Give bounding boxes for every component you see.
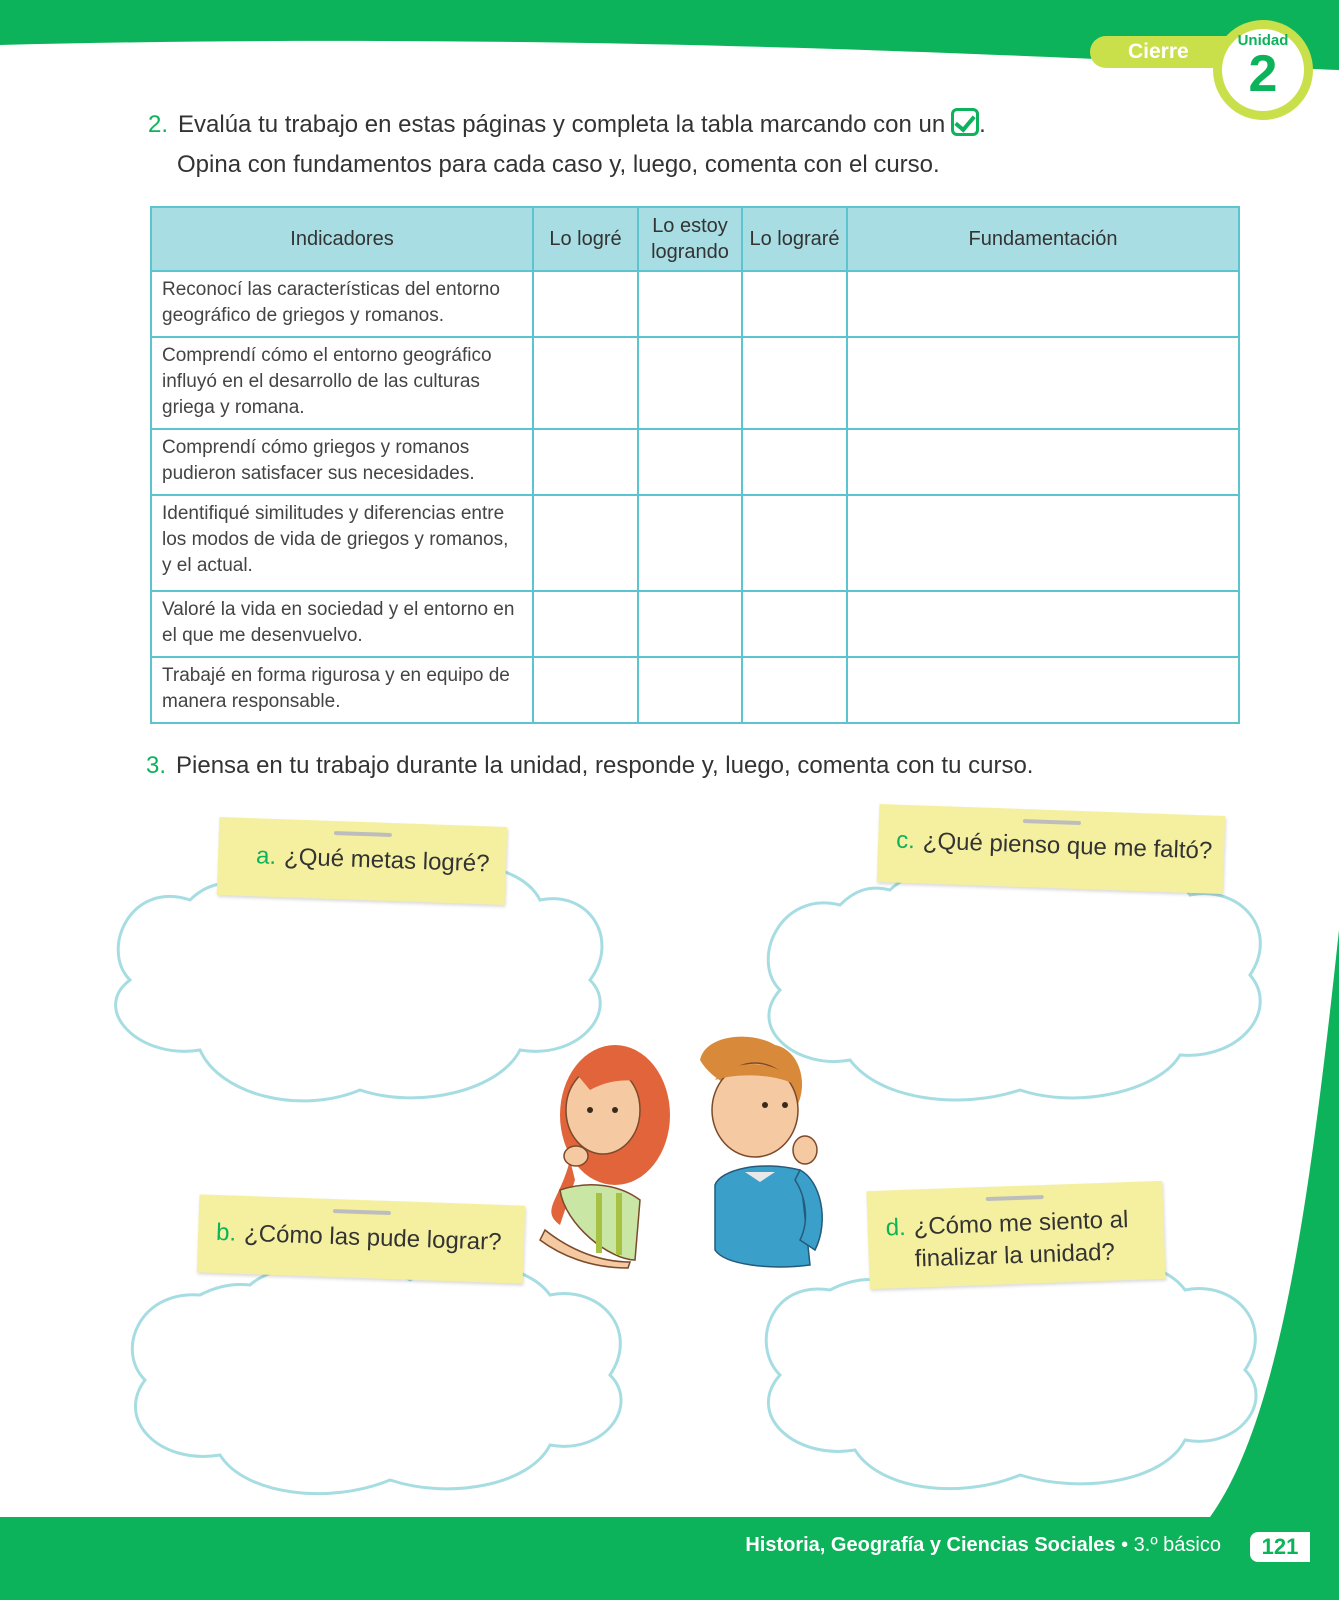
fundamentacion-cell[interactable] — [847, 495, 1239, 591]
cloud-d — [766, 1258, 1256, 1489]
check-cell-lo-estoy-logrando[interactable] — [638, 271, 742, 337]
question-2 — [148, 108, 986, 139]
note-d-text-line2: finalizar la unidad? — [914, 1238, 1116, 1273]
page-number: 121 — [1250, 1532, 1310, 1562]
header-indicadores: Indicadores — [151, 207, 533, 271]
tape-icon — [333, 1209, 391, 1215]
note-a — [217, 817, 508, 905]
question-3 — [146, 752, 1033, 780]
check-cell-lo-logre[interactable] — [533, 337, 638, 429]
fundamentacion-cell[interactable] — [847, 271, 1239, 337]
table-row — [151, 495, 1239, 591]
note-b — [197, 1194, 526, 1283]
indicator-cell: Comprendí cómo griegos y romanos pudieron satisfacer sus necesidades. — [151, 429, 533, 495]
note-b-letter: b. — [215, 1218, 237, 1247]
girl-illustration — [540, 1045, 670, 1268]
check-cell-lo-estoy-logrando[interactable] — [638, 495, 742, 591]
tape-icon — [1023, 819, 1081, 825]
note-a-text: ¿Qué metas logré? — [283, 843, 490, 878]
check-box-icon — [951, 108, 979, 136]
check-cell-lo-estoy-logrando[interactable] — [638, 591, 742, 657]
check-cell-lo-lograre[interactable] — [742, 429, 847, 495]
note-d-letter: d. — [885, 1213, 907, 1242]
check-cell-lo-lograre[interactable] — [742, 657, 847, 723]
indicator-cell: Identifiqué similitudes y diferencias entre los modos de vida de griegos y romanos, y el actual. — [151, 495, 533, 591]
evaluation-table — [150, 206, 1240, 724]
note-d-text-line1: ¿Cómo me siento al — [913, 1206, 1129, 1241]
table-header-row — [151, 207, 1239, 271]
table-row — [151, 591, 1239, 657]
check-cell-lo-estoy-logrando[interactable] — [638, 657, 742, 723]
tape-icon — [334, 831, 392, 837]
table-row — [151, 429, 1239, 495]
header-fundamentacion: Fundamentación — [847, 207, 1239, 271]
cloud-c — [768, 865, 1260, 1100]
check-cell-lo-logre[interactable] — [533, 271, 638, 337]
question-2-line2: Opina con fundamentos para cada caso y, luego, comenta con el curso. — [177, 151, 940, 178]
note-c-text: ¿Qué pienso que me faltó? — [922, 827, 1213, 865]
section-label: Cierre — [1128, 40, 1189, 63]
footer-band — [0, 1517, 1339, 1600]
header-lo-lograre: Lo lograré — [742, 207, 847, 271]
check-cell-lo-logre[interactable] — [533, 429, 638, 495]
fundamentacion-cell[interactable] — [847, 337, 1239, 429]
table-row — [151, 337, 1239, 429]
check-cell-lo-estoy-logrando[interactable] — [638, 337, 742, 429]
check-cell-lo-lograre[interactable] — [742, 337, 847, 429]
footer-text — [745, 1534, 1221, 1557]
cloud-b — [132, 1263, 621, 1494]
note-d — [866, 1181, 1165, 1289]
indicator-cell: Reconocí las características del entorno geográfico de griegos y romanos. — [151, 271, 533, 337]
note-b-text: ¿Cómo las pude lograr? — [243, 1219, 502, 1256]
table-row — [151, 657, 1239, 723]
check-cell-lo-lograre[interactable] — [742, 495, 847, 591]
question-3-text: Piensa en tu trabajo durante la unidad, responde y, luego, comenta con tu curso. — [176, 752, 1034, 779]
footer-grade: 3.º básico — [1133, 1534, 1221, 1556]
fundamentacion-cell[interactable] — [847, 591, 1239, 657]
question-2-line1-end: . — [979, 111, 986, 138]
check-cell-lo-estoy-logrando[interactable] — [638, 429, 742, 495]
check-cell-lo-lograre[interactable] — [742, 271, 847, 337]
table-row — [151, 271, 1239, 337]
unit-badge — [1213, 20, 1313, 120]
question-2-number: 2. — [148, 111, 169, 138]
footer-subject: Historia, Geografía y Ciencias Sociales — [745, 1534, 1116, 1556]
fundamentacion-cell[interactable] — [847, 657, 1239, 723]
note-a-letter: a. — [255, 842, 277, 870]
check-cell-lo-lograre[interactable] — [742, 591, 847, 657]
question-2-line1: Evalúa tu trabajo en estas páginas y completa la tabla marcando con un — [178, 111, 946, 138]
check-cell-lo-logre[interactable] — [533, 657, 638, 723]
note-c-letter: c. — [895, 826, 916, 855]
indicator-cell: Trabajé en forma rigurosa y en equipo de manera responsable. — [151, 657, 533, 723]
check-cell-lo-logre[interactable] — [533, 495, 638, 591]
header-lo-logre: Lo logré — [533, 207, 638, 271]
unit-word: Unidad — [1237, 32, 1289, 49]
indicator-cell: Valoré la vida en sociedad y el entorno en el que me desenvuelvo. — [151, 591, 533, 657]
fundamentacion-cell[interactable] — [847, 429, 1239, 495]
note-c — [877, 804, 1226, 894]
boy-illustration — [700, 1037, 822, 1267]
indicator-cell: Comprendí cómo el entorno geográfico influyó en el desarrollo de las culturas griega y romana. — [151, 337, 533, 429]
tape-icon — [986, 1195, 1044, 1201]
check-cell-lo-logre[interactable] — [533, 591, 638, 657]
unit-number: 2 — [1248, 45, 1278, 103]
header-lo-estoy-logrando: Lo estoy logrando — [638, 207, 742, 271]
footer-bullet: • — [1121, 1534, 1129, 1556]
question-3-number: 3. — [146, 752, 167, 779]
